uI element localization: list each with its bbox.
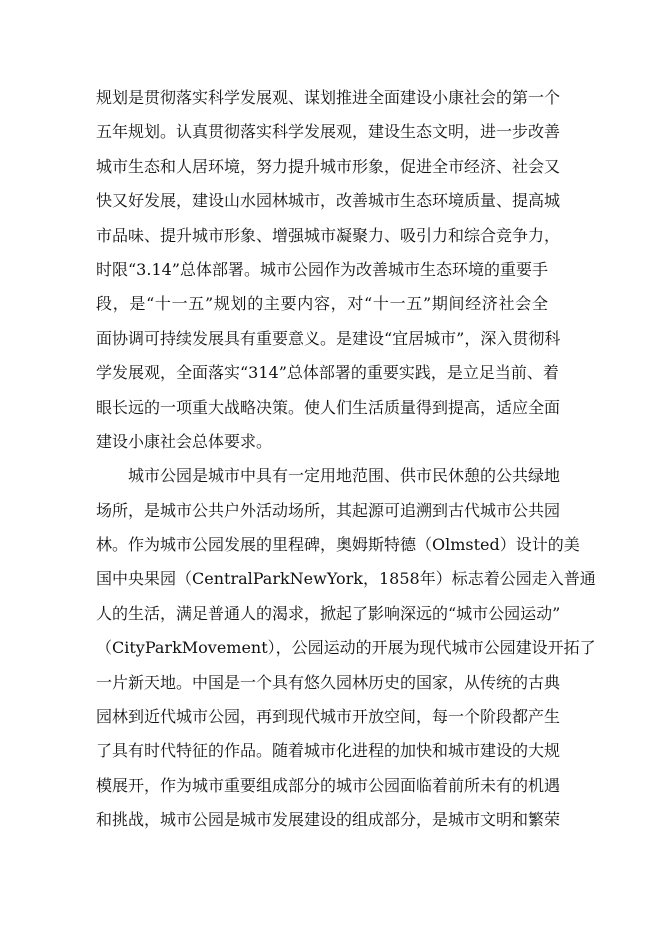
text-line: 人的生活，满足普通人的渴求，掀起了影响深远的“城市公园运动” bbox=[96, 603, 561, 623]
text-line: 眼长远的一项重大战略决策。使人们生活质量得到提高，适应全面 bbox=[96, 397, 561, 417]
paragraph-1 bbox=[96, 81, 561, 459]
text-line: 一片新天地。中国是一个具有悠久园林历史的国家，从传统的古典 bbox=[96, 672, 561, 692]
text-line: 国中央果园（CentralParkNewYork，1858年）标志着公园走入普通 bbox=[96, 569, 596, 589]
text-line: 城市公园是城市中具有一定用地范围、供市民休憩的公共绿地 bbox=[128, 466, 561, 486]
body-text bbox=[96, 81, 596, 838]
text-line: 市品味、提升城市形象、增强城市凝聚力、吸引力和综合竞争力， bbox=[96, 225, 561, 245]
text-line: 段，是“十一五”规划的主要内容，对“十一五”期间经济社会全 bbox=[96, 294, 548, 314]
text-line: 建设小康社会总体要求。 bbox=[96, 431, 273, 451]
text-line: （CityParkMovement），公园运动的开展为现代城市公园建设开拓了 bbox=[96, 638, 596, 658]
text-line: 和挑战，城市公园是城市发展建设的组成部分，是城市文明和繁荣 bbox=[96, 810, 561, 830]
paragraph-2 bbox=[96, 459, 596, 837]
text-line: 城市生态和人居环境，努力提升城市形象，促进全市经济、社会又 bbox=[96, 156, 561, 176]
text-line: 园林到近代城市公园，再到现代城市开放空间，每一个阶段都产生 bbox=[96, 707, 561, 727]
text-line: 学发展观，全面落实“314”总体部署的重要实践，是立足当前、着 bbox=[96, 363, 559, 383]
text-line: 模展开，作为城市重要组成部分的城市公园面临着前所未有的机遇 bbox=[96, 775, 561, 795]
text-line: 场所，是城市公共户外活动场所，其起源可追溯到古代城市公共园 bbox=[96, 500, 561, 520]
text-line: 了具有时代特征的作品。随着城市化进程的加快和城市建设的大规 bbox=[96, 741, 561, 761]
text-line: 五年规划。认真贯彻落实科学发展观，建设生态文明，进一步改善 bbox=[96, 122, 561, 142]
text-line: 快又好发展，建设山水园林城市，改善城市生态环境质量、提高城 bbox=[96, 191, 561, 211]
text-line: 面协调可持续发展具有重要意义。是建设“宜居城市”，深入贯彻科 bbox=[96, 328, 561, 348]
text-line: 林。作为城市公园发展的里程碑，奥姆斯特德（Olmsted）设计的美 bbox=[96, 535, 580, 555]
text-line: 时限“3.14”总体部署。城市公园作为改善城市生态环境的重要手 bbox=[96, 259, 548, 279]
text-line: 规划是贯彻落实科学发展观、谋划推进全面建设小康社会的第一个 bbox=[96, 88, 561, 107]
